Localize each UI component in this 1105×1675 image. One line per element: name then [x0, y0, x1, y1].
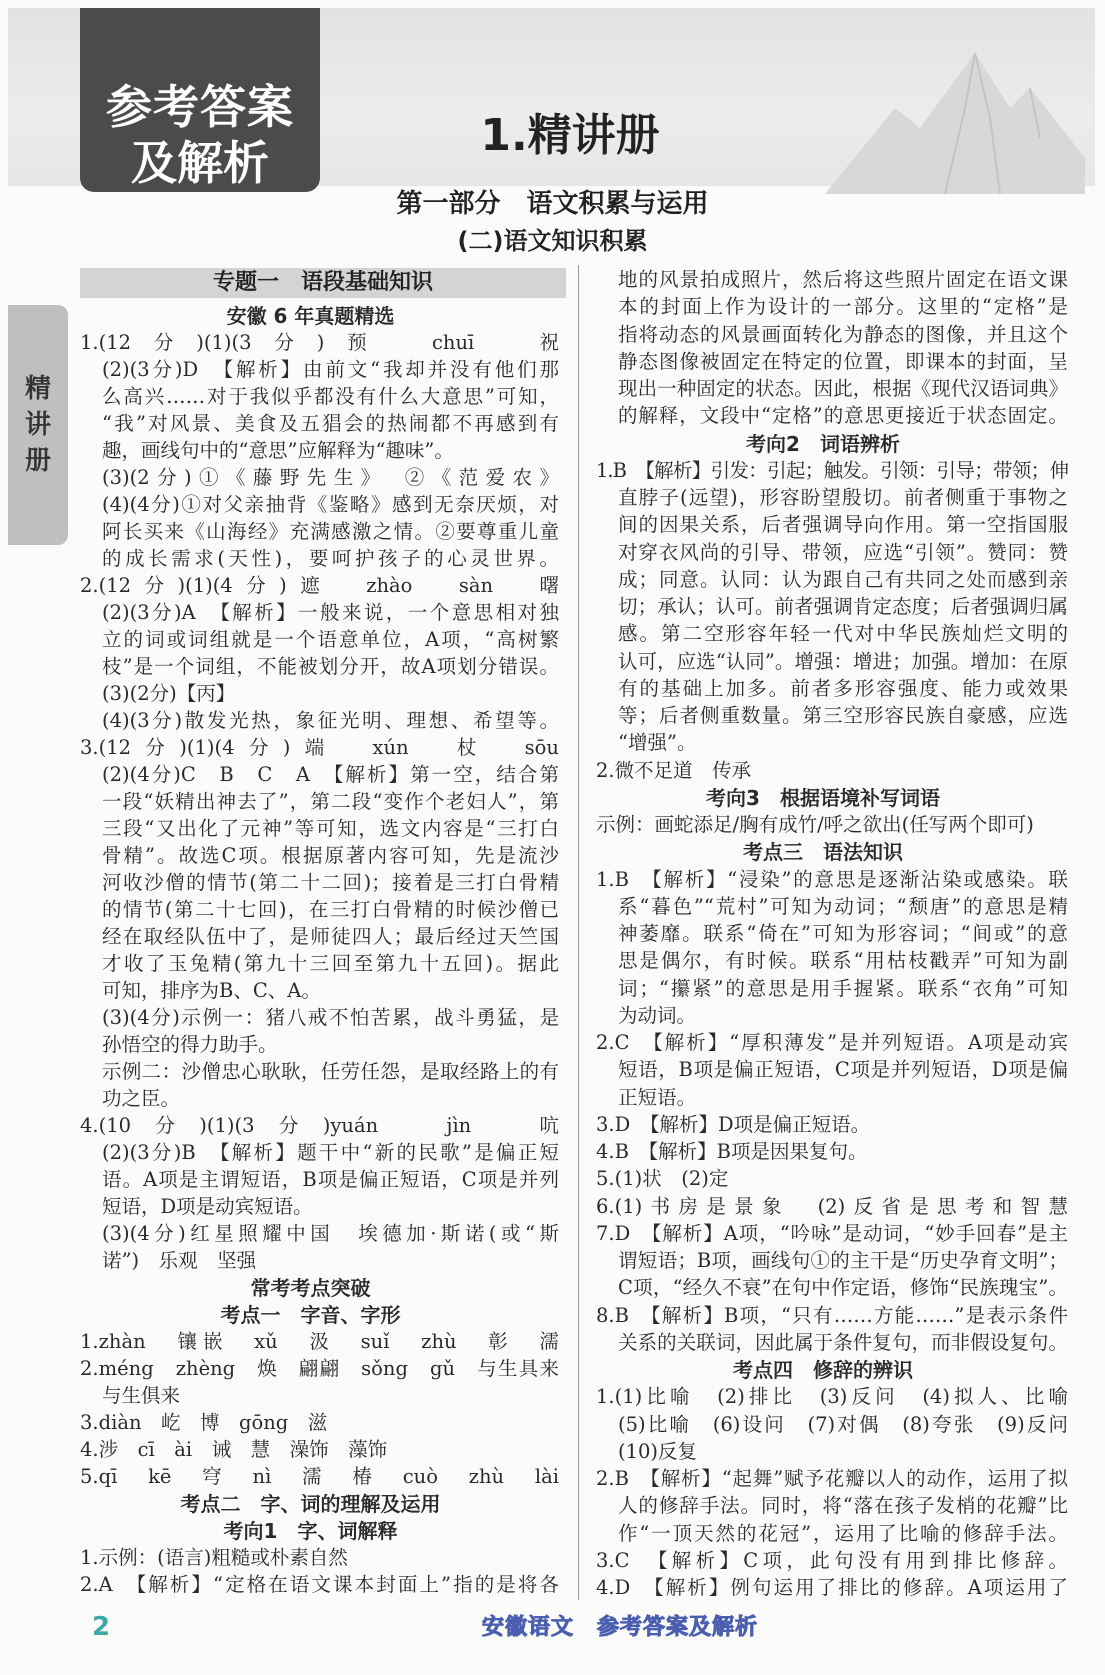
- answer-item: 1.(12分)(1)(3分)预 chuī 祝: [80, 331, 559, 354]
- answer-line: 趣，画线句中的“意思”应解释为“趣味”。: [102, 439, 454, 462]
- page-number: 2: [92, 1612, 111, 1642]
- section-heading: 考点二 字、词的理解及运用: [180, 1492, 441, 1516]
- answer-line: (2)(3分)D 【解析】由前文“我却并没有他们那: [102, 358, 559, 381]
- answer-line: (3)(2分)【丙】: [102, 682, 236, 705]
- section-heading: 考点四 修辞的辨识: [733, 1358, 913, 1382]
- topic-heading-bar: 专题一 语段基础知识: [80, 268, 566, 298]
- answer-item: 3.D 【解析】D项是偏正短语。: [596, 1112, 871, 1136]
- answer-line: 为动词。: [618, 1003, 697, 1027]
- answer-line: 现出一种固定的状态。因此，根据《现代汉语词典》: [618, 377, 1068, 400]
- answer-line: 词；“攥紧”的意思是用手握紧。联系“衣角”可知: [618, 976, 1068, 1000]
- section-heading: 安徽 6 年真题精选: [226, 304, 395, 328]
- answer-item: 7.D 【解析】A项，“吟咏”是动词，“妙手回春”是主: [596, 1221, 1068, 1245]
- answer-line: 关系的关联词，因此属于条件复句，而非假设复句。: [618, 1330, 1068, 1354]
- answer-item: 2.méng zhèng 焕 翩翩 sǒng gǔ 与生具来: [80, 1357, 559, 1380]
- section-heading: 常考考点突破: [250, 1276, 371, 1300]
- answer-line: 静态图像被固定在特定的位置，即课本的封面，呈: [618, 349, 1068, 373]
- answer-line: (2)(3分)A 【解析】一般来说，一个意思相对独: [102, 601, 559, 624]
- answer-line: 与生俱来: [102, 1384, 181, 1407]
- answer-item: 1.B 【解析】“浸染”的意思是逐渐沾染或感染。联: [596, 867, 1068, 891]
- answer-line: 语。A项是主谓短语，B项是偏正短语，C项是并列: [102, 1168, 559, 1191]
- answer-line: 短语，D项是动宾短语。: [102, 1195, 313, 1218]
- answer-line: 神萎靡。联系“倚在”可知为形容词；“间或”的意: [618, 922, 1068, 945]
- answer-line: 对穿衣风尚的引导、带领，应选“引领”。赞同：赞: [618, 540, 1068, 564]
- answer-line: 指将动态的风景画面转化为静态的图像，并且这个: [618, 322, 1068, 346]
- answer-line: 骨精”。故选C项。根据原著内容可知，先是流沙: [102, 844, 559, 867]
- answer-item: 4.(10分)(1)(3分)yuán jìn 吭: [80, 1114, 559, 1137]
- side-tab-char: 册: [24, 446, 51, 476]
- answer-line: 地的风景拍成照片，然后将这些照片固定在语文课: [618, 268, 1068, 291]
- section-title: (二)语文知识积累: [457, 227, 648, 255]
- side-tab-jingjiangce: [8, 305, 68, 545]
- answer-line: 思是偶尔，有时候。联系“用枯枝戳弄”可知为副: [618, 949, 1068, 973]
- answer-item: 2.微不足道 传承: [596, 758, 752, 782]
- mountain-illustration: [825, 48, 1085, 194]
- answer-line: 谓短语；B项，画线句①的主干是“历史孕育文明”；: [618, 1249, 1068, 1272]
- answer-line: 立的词或词组就是一个语意单位，A项，“高树繁: [102, 628, 559, 651]
- answer-line: 短语，B项是偏正短语，C项是并列短语，D项是偏: [618, 1058, 1068, 1082]
- answer-line: 经在取经队伍中了，是师徒四人；最后经过天竺国: [102, 925, 559, 948]
- answer-line: 系“暮色”“荒村”可知为动词；“颓唐”的意思是精: [618, 894, 1068, 918]
- answer-line: (2)(4分)C B C A 【解析】第一空，结合第: [102, 763, 559, 786]
- answer-line: 感。第二空形容年轻一代对中华民族灿烂文明的: [618, 622, 1068, 646]
- answer-item: 5.qī kē 穹 nì 濡 椿 cuò zhù lài: [80, 1465, 559, 1488]
- section-heading: 考向1 字、词解释: [223, 1519, 398, 1543]
- answer-line: 可知，排序为B、C、A。: [102, 979, 321, 1002]
- answer-line: (10)反复: [618, 1439, 698, 1463]
- answer-line: 么高兴……对于我似乎都没有什么大意思”可知，: [102, 385, 559, 408]
- answer-item: 1.(1)比喻 (2)排比 (3)反问 (4)拟人、比喻: [596, 1385, 1068, 1409]
- answer-line: (3)(2分)①《藤野先生》 ②《范爱农》: [102, 466, 559, 489]
- answer-item: 3.diàn 屹 博 gōng 滋: [80, 1411, 328, 1434]
- answer-line: 诺”) 乐观 坚强: [102, 1249, 257, 1272]
- answer-line: C项，“经久不衰”在句中作定语，修饰“民族瑰宝”。: [618, 1276, 1068, 1300]
- answer-line: 一段“妖精出神去了”，第二段“变作个老妇人”，第: [102, 790, 559, 813]
- book-title: 1.精讲册: [480, 110, 660, 161]
- answer-line: 示例：画蛇添足/胸有成竹/呼之欲出(任写两个即可): [596, 813, 1034, 836]
- answer-line: “增强”。: [618, 731, 697, 755]
- answer-line: 有的基础上加多。前者多形容强度、能力或效果: [618, 676, 1068, 700]
- answer-item: 3.(12分)(1)(4分)端 xún 杖 sōu: [80, 736, 559, 759]
- answer-item: 1.zhàn 镶嵌 xǔ 汲 suǐ zhù 彰 濡: [80, 1330, 559, 1353]
- side-tab-char: 精: [24, 374, 51, 404]
- answer-line: 人的修辞手法。同时，将“落在孩子发梢的花瓣”比: [618, 1494, 1068, 1518]
- answer-line: 示例二：沙僧忠心耿耿，任劳任怨，是取经路上的有: [102, 1060, 559, 1083]
- answer-line: (3)(4分)红星照耀中国 埃德加·斯诺(或“斯: [102, 1222, 559, 1245]
- answer-line: (2)(3分)B 【解析】题干中“新的民歌”是偏正短: [102, 1141, 559, 1164]
- answer-item: 2.C 【解析】“厚积薄发”是并列短语。A项是动宾: [596, 1031, 1068, 1054]
- answer-line: (3)(4分)示例一：猪八戒不怕苦累，战斗勇猛，是: [102, 1006, 559, 1029]
- answer-item: 2.(12分)(1)(4分)遮 zhào sàn 曙: [80, 574, 559, 597]
- answer-line: 的情节(第二十七回)，在三打白骨精的时候沙僧已: [102, 898, 559, 921]
- answer-line: (4)(3分)散发光热，象征光明、理想、希望等。: [102, 709, 559, 732]
- column-divider: [578, 265, 579, 1600]
- section-heading: 考向2 词语辨析: [746, 431, 900, 456]
- answer-line: 等；后者侧重数量。第三空形容民族自豪感，应选: [618, 704, 1068, 727]
- side-tab-char: 讲: [24, 410, 51, 440]
- answer-line: 三段“又出化了元神”等可知，选文内容是“三打白: [102, 817, 559, 840]
- answer-line: 本的封面上作为设计的一部分。这里的“定格”是: [618, 295, 1068, 319]
- answer-line: 正短语。: [618, 1085, 697, 1109]
- running-footer-title: 安徽语文 参考答案及解析: [481, 1615, 758, 1640]
- section-heading: 考点一 字音、字形: [220, 1303, 401, 1327]
- answer-item: 8.B 【解析】B项，“只有……方能……”是表示条件: [596, 1303, 1068, 1327]
- answer-item: 4.B 【解析】B项是因果复句。: [596, 1140, 868, 1163]
- answers-title-box: [80, 8, 320, 192]
- answer-item: 2.A 【解析】“定格在语文课本封面上”指的是将各: [80, 1573, 559, 1596]
- answer-line: 的解释，文段中“定格”的意思更接近于状态固定。: [618, 404, 1068, 428]
- answer-line: 成；同意。认同：认为跟自己有共同之处而感到亲: [618, 567, 1068, 591]
- answer-line: 认可，应选“认同”。增强：增进；加强。增加：在原: [618, 649, 1068, 673]
- answer-item: 3.C 【解析】C项，此句没有用到排比修辞。: [596, 1548, 1068, 1572]
- answer-line: 才收了玉兔精(第九十三回至第九十五回)。据此: [102, 952, 559, 975]
- answer-line: (5)比喻 (6)设问 (7)对偶 (8)夸张 (9)反问: [618, 1412, 1068, 1436]
- section-heading: 考点三 语法知识: [743, 840, 903, 865]
- answer-item: 5.(1)状 (2)定: [596, 1167, 729, 1191]
- answer-line: 的成长需求(天性)，要呵护孩子的心灵世界。: [102, 547, 559, 570]
- answer-line: 孙悟空的得力助手。: [102, 1033, 278, 1056]
- answer-item: 2.B 【解析】“起舞”赋予花瓣以人的动作，运用了拟: [596, 1467, 1068, 1490]
- answer-line: 阿长买来《山海经》充满感激之情。②要尊重儿童: [102, 520, 559, 543]
- answer-line: 直脖子(远望)，形容盼望殷切。前者侧重于事物之: [618, 486, 1068, 509]
- answer-line: 枝”是一个词组，不能被划分开，故A项划分错误。: [102, 655, 559, 678]
- part-title: 第一部分 语文积累与运用: [396, 189, 709, 219]
- answer-line: 切；承认；认可。前者强调肯定态度；后者强调归属: [618, 595, 1068, 618]
- section-heading: 考向3 根据语境补写词语: [706, 785, 940, 810]
- answer-line: (4)(4分)①对父亲抽背《鉴略》感到无奈厌烦，对: [102, 493, 559, 516]
- answers-title-line1: 参考答案: [106, 80, 294, 134]
- answer-item: 4.涉 cī ài 诫 慧 澡饰 藻饰: [80, 1438, 388, 1461]
- answer-item: 4.D 【解析】例句运用了排比的修辞。A项运用了: [596, 1576, 1068, 1599]
- answer-item: 1.示例：(语言)粗糙或朴素自然: [80, 1546, 348, 1569]
- answer-item: 6.(1)书房是景象 (2)反省是思考和智慧: [596, 1194, 1068, 1218]
- answer-line: “我”对风景、美食及五猖会的热闹都不再感到有: [102, 412, 559, 435]
- answer-line: 河收沙僧的情节(第二十二回)；接着是三打白骨精: [102, 871, 559, 894]
- answer-line: 作“一顶天然的花冠”，运用了比喻的修辞手法。: [618, 1521, 1068, 1545]
- answer-line: 功之臣。: [102, 1087, 181, 1110]
- answers-title-line2: 及解析: [131, 136, 269, 190]
- answer-item: 1.B 【解析】引发：引起；触发。引领：引导；带领；伸: [596, 458, 1068, 482]
- answer-line: 间的因果关系，后者强调导向作用。第一空指国服: [618, 513, 1068, 537]
